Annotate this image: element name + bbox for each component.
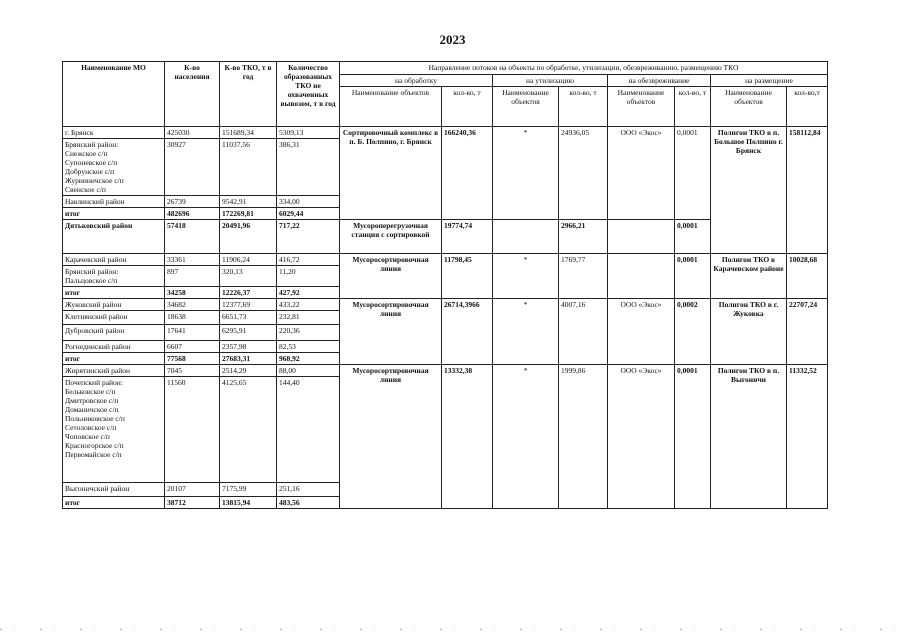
col-header-tko: К-во ТКО, т в год (220, 62, 277, 127)
table-cell-uncollected: 82,53 (277, 341, 340, 353)
table-cell-tko: 2357,98 (220, 341, 277, 353)
col-header-proc-name: Наименование объектов (340, 87, 442, 127)
table-cell-tko: 151689,34 (220, 127, 277, 139)
table-cell-uncollected: 88,00 (277, 365, 340, 377)
processing-object-name: Мусоросортировочная линия (340, 365, 442, 509)
col-header-placement: на размещение (711, 75, 828, 87)
table-row-mo: Навлинский район (63, 196, 165, 208)
processing-qty: 26714,3966 (442, 299, 493, 365)
placement-qty: 11332,52 (787, 365, 828, 509)
table-cell-tko: 6651,73 (220, 311, 277, 325)
placement-object-name: Полигон ТКО в Карачевском районе (711, 254, 787, 299)
table-cell-uncollected: 5309,13 (277, 127, 340, 139)
col-header-utilization: на утилизацию (493, 75, 608, 87)
table-cell-uncollected: 386,31 (277, 139, 340, 196)
table-row-mo: Клетнянский район (63, 311, 165, 325)
table-cell-tko: 12226,37 (220, 287, 277, 299)
table-cell-tko: 4125,65 (220, 377, 277, 483)
neutralization-qty: 0,0001 (675, 254, 711, 299)
utilization-qty: 4007,16 (559, 299, 608, 365)
col-header-util-qty: кол-во, т (559, 87, 608, 127)
table-cell-population: 425030 (165, 127, 220, 139)
table-row-mo: Рогнединский район (63, 341, 165, 353)
table-cell-uncollected: 483,56 (277, 497, 340, 509)
table-cell-population: 57418 (165, 220, 220, 254)
table-cell-tko: 11037,56 (220, 139, 277, 196)
neutralization-qty: 0,0001 (675, 220, 711, 254)
table-row-mo: Брянский район: Пальцовское с/п (63, 266, 165, 287)
utilization-qty: 1999,86 (559, 365, 608, 509)
utilization-object-name (493, 220, 559, 254)
placement-qty: 22707,24 (787, 299, 828, 365)
table-cell-tko: 27683,31 (220, 353, 277, 365)
table-cell-tko: 11906,24 (220, 254, 277, 266)
table-cell-tko: 320,13 (220, 266, 277, 287)
table-cell-tko: 172269,81 (220, 208, 277, 220)
col-header-mo: Наименование МО (63, 62, 165, 127)
placement-object-name: Полигон ТКО в п. Большое Полпино г. Брянск (711, 127, 787, 254)
table-cell-uncollected: 6029,44 (277, 208, 340, 220)
col-header-direction: Направление потоков на объекты по обработке, утилизации, обезвреживанию, размещению ТКО (340, 62, 828, 75)
table-cell-population: 897 (165, 266, 220, 287)
table-cell-population: 17641 (165, 325, 220, 341)
table-cell-population: 482696 (165, 208, 220, 220)
table-row-total: итог (63, 353, 165, 365)
table-cell-population: 6607 (165, 341, 220, 353)
table-row-mo: Выгоничский район (63, 483, 165, 497)
col-header-proc-qty: кол-во, т (442, 87, 493, 127)
table-row-total: итог (63, 208, 165, 220)
table-cell-population: 20107 (165, 483, 220, 497)
table-cell-population: 33361 (165, 254, 220, 266)
processing-qty: 11798,45 (442, 254, 493, 299)
table-cell-uncollected: 416,72 (277, 254, 340, 266)
processing-qty: 19774,74 (442, 220, 493, 254)
table-cell-tko: 13815,94 (220, 497, 277, 509)
col-header-place-qty: кол-во,т (787, 87, 828, 127)
utilization-qty: 2966,21 (559, 220, 608, 254)
table-cell-population: 26739 (165, 196, 220, 208)
table-cell-uncollected: 144,40 (277, 377, 340, 483)
neutralization-object-name (608, 220, 675, 254)
placement-object-name: Полигон ТКО в г. Жуковка (711, 299, 787, 365)
table-cell-tko: 20491,96 (220, 220, 277, 254)
table-cell-tko: 9542,91 (220, 196, 277, 208)
neutralization-object-name: ООО «Экос» (608, 365, 675, 509)
table-row-mo: Дубровский район (63, 325, 165, 341)
col-header-neutralization: на обезвреживание (608, 75, 711, 87)
col-header-population: К-во населения (165, 62, 220, 127)
table-cell-population: 18638 (165, 311, 220, 325)
table-row-total: итог (63, 497, 165, 509)
processing-object-name: Мусороперегрузочная станция с сортировкой (340, 220, 442, 254)
utilization-object-name: * (493, 254, 559, 299)
table-cell-uncollected: 334,00 (277, 196, 340, 208)
table-cell-tko: 12377,69 (220, 299, 277, 311)
processing-qty: 13332,38 (442, 365, 493, 509)
table-row-mo: Дятьковский район (63, 220, 165, 254)
table-cell-tko: 6295,91 (220, 325, 277, 341)
table-cell-population: 38712 (165, 497, 220, 509)
table-cell-uncollected: 232,81 (277, 311, 340, 325)
col-header-processing: на обработку (340, 75, 493, 87)
col-header-place-name: Наименование объектов (711, 87, 787, 127)
table-row-mo: г. Брянск (63, 127, 165, 139)
table-cell-uncollected: 968,92 (277, 353, 340, 365)
neutralization-object-name (608, 254, 675, 299)
processing-qty: 166240,36 (442, 127, 493, 220)
table-cell-uncollected: 433,22 (277, 299, 340, 311)
utilization-object-name: * (493, 127, 559, 220)
table-row-mo: Карачевский район (63, 254, 165, 266)
table-row-mo: Почепский район: Бельковское с/п Дмитровское с/п Доманичское с/п Польниковское с/п Сетоловское с/п Чоповское с/п Красногорское с/п Первомайское с/п (63, 377, 165, 483)
col-header-util-name: Наименование объектов (493, 87, 559, 127)
table-row-mo: Жирятинский район (63, 365, 165, 377)
table-cell-population: 30927 (165, 139, 220, 196)
page-year-title: 2023 (439, 32, 466, 47)
waste-flow-table (62, 61, 828, 509)
neutralization-qty: 0,0002 (675, 299, 711, 365)
table-cell-population: 34682 (165, 299, 220, 311)
utilization-qty: 24936,05 (559, 127, 608, 220)
utilization-object-name: * (493, 365, 559, 509)
processing-object-name: Сортировочный комплекс в п. Б. Полпино, г. Брянск (340, 127, 442, 220)
table-cell-population: 11560 (165, 377, 220, 483)
table-cell-tko: 2514,29 (220, 365, 277, 377)
placement-qty: 10028,68 (787, 254, 828, 299)
table-row-mo: Жуковский район (63, 299, 165, 311)
neutralization-object-name: ООО «Экос» (608, 127, 675, 220)
table-cell-population: 77568 (165, 353, 220, 365)
col-header-neut-name: Наименование объектов (608, 87, 675, 127)
table-row-mo: Брянский район: Снежское с/п Супоневское с/п Добрунское с/п Журииничское с/п Свенское с/п (63, 139, 165, 196)
neutralization-qty: 0,0001 (675, 365, 711, 509)
processing-object-name: Мусоросортировочная линия (340, 254, 442, 299)
table-cell-uncollected: 251,16 (277, 483, 340, 497)
scan-artifact-line (0, 628, 905, 631)
placement-object-name: Полигон ТКО в п. Выгоничи (711, 365, 787, 509)
utilization-qty: 1769,77 (559, 254, 608, 299)
table-cell-uncollected: 220,36 (277, 325, 340, 341)
utilization-object-name: * (493, 299, 559, 365)
processing-object-name: Мусоросортировочная линия (340, 299, 442, 365)
placement-qty: 158112,84 (787, 127, 828, 254)
table-row-total: итог (63, 287, 165, 299)
neutralization-qty: 0,0001 (675, 127, 711, 220)
table-cell-tko: 7175,99 (220, 483, 277, 497)
neutralization-object-name: ООО «Экос» (608, 299, 675, 365)
col-header-uncollected: Количество образованных ТКО не охваченных вывозом, т в год (277, 62, 340, 127)
table-cell-uncollected: 717,22 (277, 220, 340, 254)
col-header-neut-qty: кол-во, т (675, 87, 711, 127)
table-cell-population: 34258 (165, 287, 220, 299)
table-cell-population: 7045 (165, 365, 220, 377)
table-cell-uncollected: 11,20 (277, 266, 340, 287)
table-cell-uncollected: 427,92 (277, 287, 340, 299)
